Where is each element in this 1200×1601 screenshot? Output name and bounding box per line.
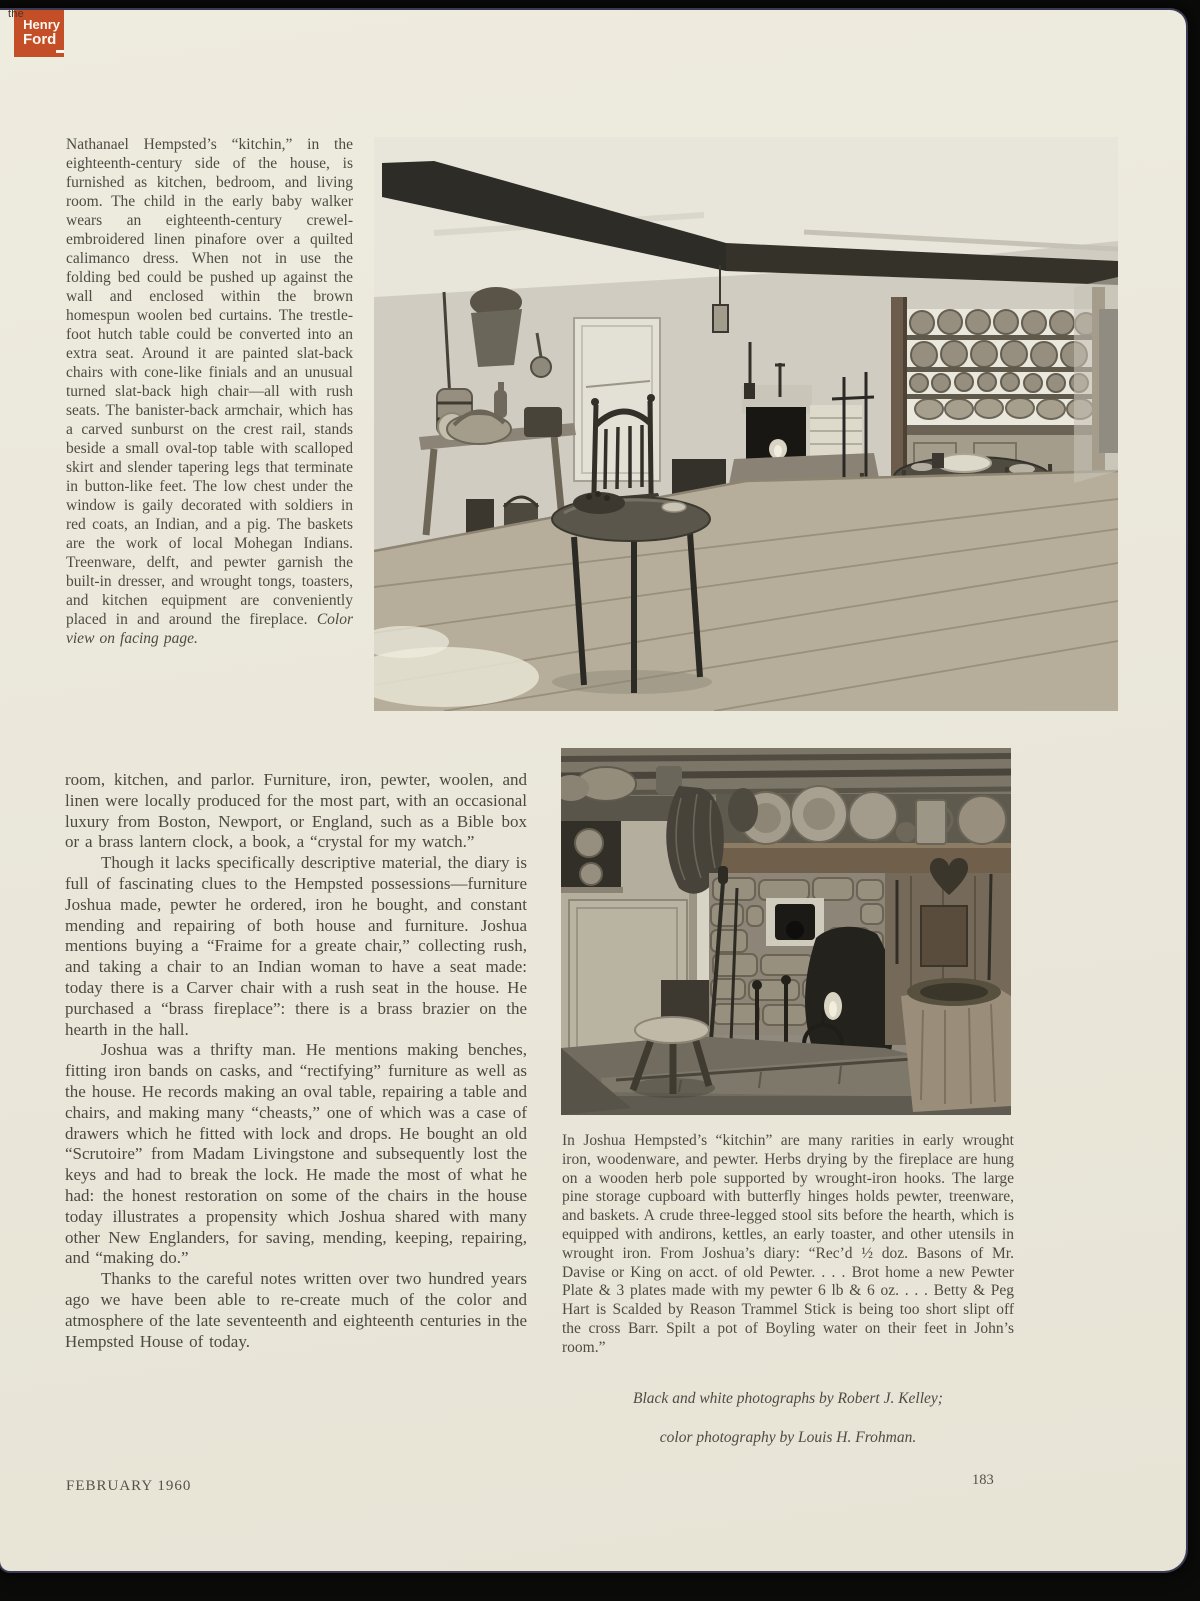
credit-line-2: color photography by Louis H. Frohman. bbox=[659, 1429, 917, 1446]
logo-underline bbox=[56, 50, 64, 53]
logo-ford: Ford bbox=[23, 31, 57, 48]
photo2-caption bbox=[562, 1132, 1014, 1358]
logo-the: the bbox=[8, 8, 24, 20]
logo-henry: Henry bbox=[23, 17, 60, 32]
photo1-caption-text: Nathanael Hempsted’s “kitchin,” in the eighteenth-century side of the house, is furnished as kitchen, bedroom, and living room. The child in the early baby walker wears an eighteenth-century crewel-embroidered linen pinafore over a quilted calimanco dress. When not in use the folding bed could be pushed up against the wall and enclosed within the brown homespun woolen bed curtains. The trestle-foot hutch table could be converted into an extra seat. Around it are painted slat-back chairs with cone-like finials and an unusual turned slat-back high chair—all with rush seats. The banister-back armchair, which has a carved sunburst on the crest rail, stands beside a small oval-top table with scalloped skirt and slender tapering legs that terminate in button-like feet. The low chest under the window is gaily decorated with soldiers in red coats, an Indian, and a pig. The baskets are the work of local Mohegan Indians. Treenware, delft, and pewter garnish the built-in dresser, and wrought tongs, toasters, and kitchen equipment are conveniently placed in and around the fireplace. bbox=[66, 136, 353, 628]
page-number: 183 bbox=[972, 1472, 994, 1488]
photo-kitchen-wide-illustration bbox=[374, 137, 1118, 711]
henry-ford-logo bbox=[8, 8, 64, 57]
photo-hearth-illustration bbox=[561, 748, 1011, 1115]
article-paragraph: Joshua was a thrifty man. He mentions making benches, fitting iron bands on casks, and “rectifying” furniture as well as the house. He records making an oval table, repairing a table and chairs, and making many “cheasts,” one of which was a case of drawers which he fitted with lock and drops. He bought an old “Scrutoire” from Madam Livingstone and subsequently lost the keys and had to break the lock. He made the most of what he had: the honest restoration on some of the chairs in the house today illustrates a propensity which Joshua shared with many other New Englanders, for saving, mending, keeping, repairing, and “making do.” bbox=[65, 1040, 527, 1268]
photo1-caption bbox=[66, 135, 353, 648]
photo-hearth-closeup bbox=[561, 748, 1011, 1115]
photo2-caption-text: In Joshua Hempsted’s “kitchin” are many rarities in early wrought iron, woodenware, and pewter. Herbs drying by the fireplace are hung on a wooden herb pole supported by wrought-iron hooks. The large pine storage cupboard with butterfly hinges holds pewter, treenware, and baskets. A crude three-legged stool sits before the hearth, which is equipped with andirons, kettles, an early toaster, and other utensils in wrought iron. From Joshua’s diary: “Rec’d ½ doz. Basons of Mr. Davise or King on acct. of old Pewter. . . . Brot home a new Pewter Plate & 3 plates made with my pewter 6 lb & 6 oz. . . . Betty & Peg Hart is Scalded by Reason Trammel Stick is being too short slipt off the cross Barr. Spilt a pot of Boyling water on their feet in John’s room.” bbox=[562, 1132, 1014, 1356]
credit-line-1: Black and white photographs by Robert J. Kelley; bbox=[633, 1390, 943, 1407]
photo-credits bbox=[562, 1390, 1014, 1468]
article-paragraph: Thanks to the careful notes written over two hundred years ago we have been able to re-create much of the color and atmosphere of the late seventeenth and eighteenth centuries in the Hempsted House of today. bbox=[65, 1269, 527, 1351]
article-paragraph: room, kitchen, and parlor. Furniture, iron, pewter, woolen, and linen were locally produced for the most part, with an occasional luxury from Boston, Newport, or England, such as a Bible box or a brass lantern clock, a book, a “crystal for my watch.” bbox=[65, 770, 527, 852]
scanned-magazine-page bbox=[0, 10, 1186, 1571]
photo-kitchen-wide bbox=[374, 137, 1118, 711]
issue-date: FEBRUARY 1960 bbox=[66, 1478, 192, 1494]
article-paragraph: Though it lacks specifically descriptive material, the diary is full of fascinating clues to the Hempsted possessions—furniture Joshua made, pewter he ordered, iron he bought, and constant mending and repairing of both house and furniture. Joshua mentions buying a “Fraime for a greate chair,” collecting rush, and taking a chair to an Indian woman to have a seat made: today there is a Carver chair with a rush seat in the house. He purchased a “brass fireplace”: there is a brass brazier on the hearth in the hall. bbox=[65, 853, 527, 1039]
article-text bbox=[65, 770, 527, 1352]
photo1-caption-italic: Color view on facing page. bbox=[66, 611, 353, 647]
